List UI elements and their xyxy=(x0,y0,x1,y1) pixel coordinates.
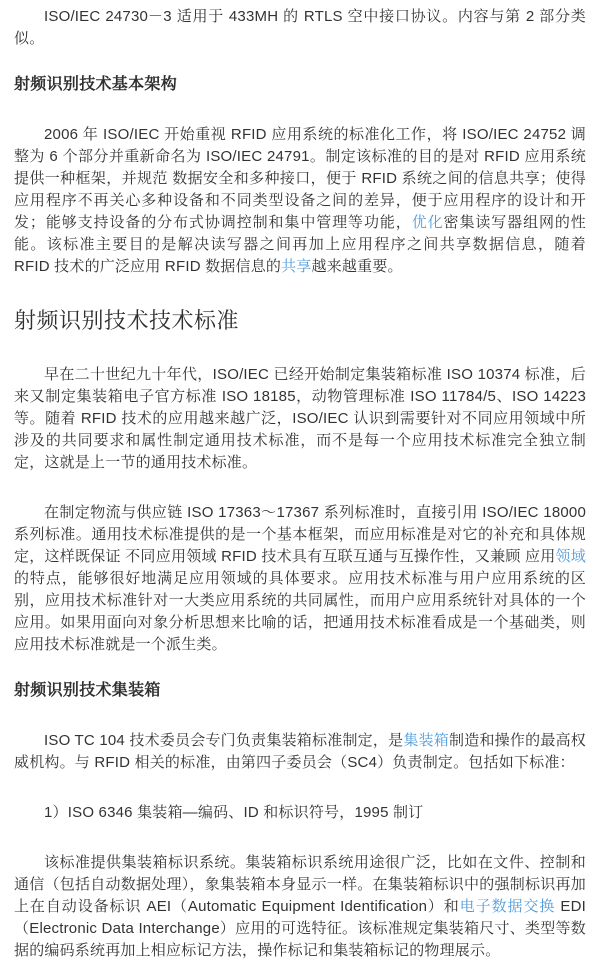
text-segment: 越来越重要。 xyxy=(311,258,403,275)
text-segment: 2006 年 ISO/IEC 开始重视 RFID 应用系统的标准化工作，将 ISO/IEC 24752 调整为 6 个部分并重新命名为 ISO/IEC 24791。制定该标准的目的是对 RFID 应用系统提供一种框架，并规范 数据安全和多种接口，便于 RFID 系统之间的信息共享；使得应用程序不再关心多种设备和不同类型设备之间的差异，便于应用程序的设计和开发；能够支持设备的分布式协调控制和集中管理等功能， xyxy=(14,126,586,231)
inline-link[interactable]: 领域 xyxy=(555,548,586,565)
container-committee-paragraph xyxy=(14,730,586,774)
architecture-paragraph xyxy=(14,124,586,278)
text-segment: 在制定物流与供应链 ISO 17363～17367 系列标准时，直接引用 ISO/IEC 18000 系列标准。通用技术标准提供的是一个基本框架，而应用标准是对它的补充和具体规定，这样既保证 不同应用领域 RFID 技术具有互联互通与互操作性，又兼顾 应用 xyxy=(14,504,586,565)
inline-link[interactable]: 优化 xyxy=(411,214,444,231)
text-segment: 1）ISO 6346 集装箱—编码、ID 和标识符号，1995 制订 xyxy=(44,804,424,821)
inline-link[interactable]: 共享 xyxy=(281,258,312,275)
text-segment: ISO TC 104 技术委员会专门负责集装箱标准制定，是 xyxy=(44,732,404,749)
text-segment: 制造和操作的最高权威机构。与 RFID 相关的标准，由第四子委员会（SC4）负责制定。包括如下标准： xyxy=(14,732,586,771)
supply-chain-paragraph xyxy=(14,502,586,656)
text-segment: 密集读写器组网的性能。该标准主要目的是解决读写器之间再加上应用程序之间共享数据信息，随着 RFID 技术的广泛应用 RFID 数据信息的 xyxy=(14,214,586,275)
intro-paragraph xyxy=(14,6,586,50)
inline-link[interactable]: 集装箱 xyxy=(403,732,450,749)
standards-history-paragraph xyxy=(14,364,586,474)
text-segment: 的特点，能够很好地满足应用领域的具体要求。应用技术标准与用户应用系统的区别，应用技术标准针对一大类应用系统的共同属性，而用户应用系统针对具体的一个应用。如果用面向对象分析思想来比喻的话，把通用技术标准看成是一个基础类，则应用技术标准就是一个派生类。 xyxy=(14,570,586,653)
text-segment: EDI（Electronic Data Interchange）应用的可选特征。该标准规定集装箱尺寸、类型等数据的编码系统再加上相应标记方法，操作标记和集装箱标记的物理展示。 xyxy=(14,898,586,959)
heading-basic-architecture: 射频识别技术基本架构 xyxy=(14,76,178,93)
text-segment: 该标准提供集装箱标识系统。集装箱标识系统用途很广泛，比如在文件、控制和通信（包括自动数据处理），象集装箱本身显示一样。在集装箱标识中的强制标识再加上在自动设备标识 AEI（Automatic Equipment Identification）和 xyxy=(14,854,586,915)
inline-link[interactable]: 电子数据交换 xyxy=(459,898,556,915)
text-segment: ISO/IEC 24730－3 适用于 433MH 的 RTLS 空中接口协议。内容与第 2 部分类似。 xyxy=(14,8,586,47)
heading-container: 射频识别技术集装箱 xyxy=(14,682,161,699)
iso6346-description-paragraph xyxy=(14,852,586,962)
list-item-iso6346 xyxy=(14,802,586,824)
heading-technical-standards: 射频识别技术技术标准 xyxy=(14,308,240,333)
text-segment: 早在二十世纪九十年代，ISO/IEC 已经开始制定集装箱标准 ISO 10374 标准，后来又制定集装箱电子官方标准 ISO 18185，动物管理标准 ISO 11784/5、ISO 14223 等。随着 RFID 技术的应用越来越广泛，ISO/IEC 认识到需要针对不同应用领域中所涉及的共同要求和属性制定通用技术标准，而不是每一个应用技术标准完全独立制定，这就是上一节的通用技术标准。 xyxy=(14,366,586,471)
